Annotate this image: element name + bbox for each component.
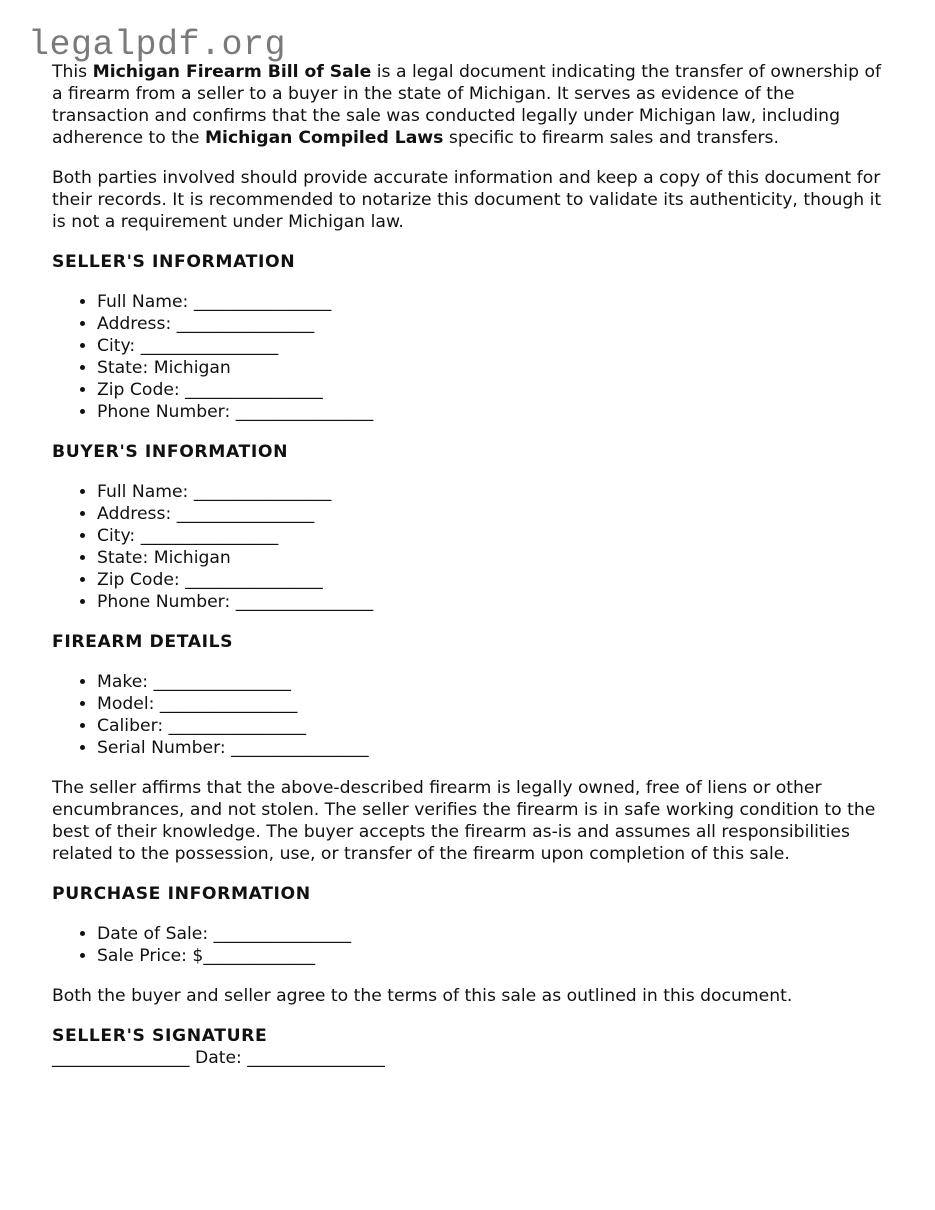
purchase-info-heading: PURCHASE INFORMATION — [52, 884, 311, 904]
firearm-model-field: • Model: ________________ — [97, 693, 892, 715]
buyer-address-field: • Address: ________________ — [97, 503, 892, 525]
document-body — [52, 61, 892, 1069]
intro-paragraph — [52, 61, 892, 149]
buyer-state-field: • State: Michigan — [97, 547, 892, 569]
seller-phone-field: • Phone Number: ________________ — [97, 401, 892, 423]
buyer-info-list — [52, 481, 892, 613]
seller-city-field: • City: ________________ — [97, 335, 892, 357]
firearm-serial-field: • Serial Number: ________________ — [97, 737, 892, 759]
firearm-caliber-field: • Caliber: ________________ — [97, 715, 892, 737]
instructions-paragraph: Both parties involved should provide accurate information and keep a copy of this document for their records. It is recommended to notarize this document to validate its authenticity, though it is not a requirement under Michigan law. — [52, 168, 882, 232]
watermark-logo: legalpdf.org — [28, 25, 287, 65]
date-of-sale-field: • Date of Sale: ________________ — [97, 923, 892, 945]
affirmation-paragraph: The seller affirms that the above-described firearm is legally owned, free of liens or other encumbrances, and not stolen. The seller verifies the firearm is in safe working condition to the best of their knowledge. The buyer accepts the firearm as-is and assumes all responsibilities related to the possession, use, or transfer of the firearm upon completion of this sale. — [52, 778, 876, 864]
seller-signature-heading: SELLER'S SIGNATURE — [52, 1026, 268, 1046]
document-title: Michigan Firearm Bill of Sale — [92, 62, 372, 82]
seller-signature-line: ________________ Date: ________________ — [52, 1048, 385, 1068]
law-reference: Michigan Compiled Laws — [204, 128, 444, 148]
intro-text-end: specific to firearm sales and transfers. — [443, 128, 779, 148]
seller-address-field: • Address: ________________ — [97, 313, 892, 335]
buyer-zip-field: • Zip Code: ________________ — [97, 569, 892, 591]
firearm-details-list — [52, 671, 892, 759]
purchase-info-list — [52, 923, 892, 967]
intro-text-middle: is a legal document indicating the transfer of ownership of a firearm from a seller to a buyer in the state of Michigan. It serves as evidence of the transaction and confirms that the sale was conducted legally under Michigan law, including adherence to the — [52, 62, 882, 148]
intro-text-start: This — [52, 62, 93, 82]
agreement-paragraph: Both the buyer and seller agree to the terms of this sale as outlined in this document. — [52, 986, 793, 1006]
firearm-make-field: • Make: ________________ — [97, 671, 892, 693]
buyer-phone-field: • Phone Number: ________________ — [97, 591, 892, 613]
firearm-details-heading: FIREARM DETAILS — [52, 632, 234, 652]
buyer-city-field: • City: ________________ — [97, 525, 892, 547]
seller-info-heading: SELLER'S INFORMATION — [52, 252, 296, 272]
buyer-full-name-field: • Full Name: ________________ — [97, 481, 892, 503]
seller-info-list — [52, 291, 892, 423]
seller-full-name-field: • Full Name: ________________ — [97, 291, 892, 313]
seller-state-field: • State: Michigan — [97, 357, 892, 379]
seller-zip-field: • Zip Code: ________________ — [97, 379, 892, 401]
sale-price-field: • Sale Price: $_____________ — [97, 945, 892, 967]
buyer-info-heading: BUYER'S INFORMATION — [52, 442, 289, 462]
